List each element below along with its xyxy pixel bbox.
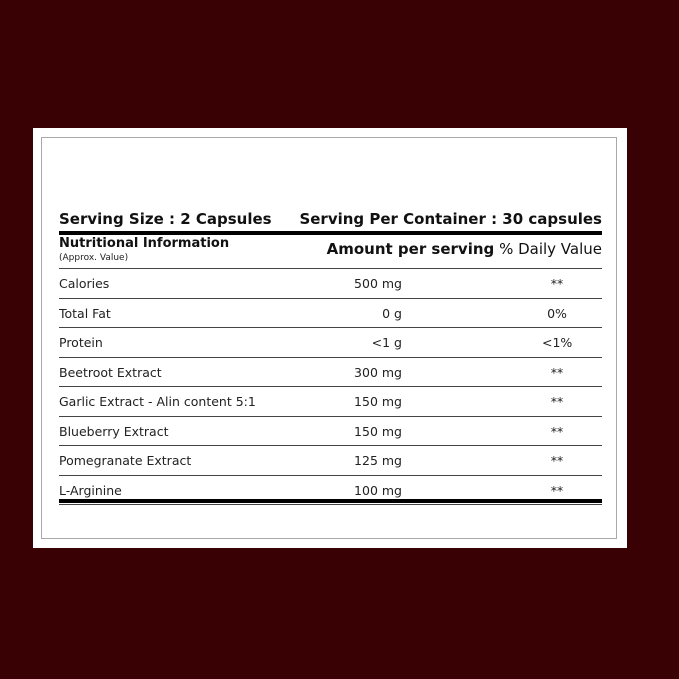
- nutrient-dv: 0%: [547, 305, 567, 321]
- nutrient-name: Protein: [59, 335, 103, 350]
- nutrient-amount: <1 g: [371, 335, 402, 350]
- nutrient-amount: 0 g: [382, 305, 402, 321]
- nutrient-dv: **: [550, 453, 564, 468]
- nutrient-table: [59, 268, 602, 505]
- nutrient-amount: 100 mg: [354, 482, 402, 498]
- nutrient-name: L-Arginine: [59, 482, 122, 498]
- nutrient-name: Pomegranate Extract: [59, 453, 192, 468]
- table-row: [59, 416, 602, 446]
- nutrient-dv: **: [550, 276, 564, 291]
- nutrition-header: [59, 236, 602, 268]
- amount-header: [327, 240, 602, 258]
- nutrient-dv: **: [550, 394, 564, 409]
- serving-size: Serving Size : 2 Capsules: [59, 210, 272, 228]
- servings-per-container: Serving Per Container : 30 capsules: [299, 210, 602, 228]
- table-row: [59, 298, 602, 328]
- nutrition-subtitle: (Approx. Value): [59, 253, 129, 263]
- nutrient-name: Blueberry Extract: [59, 423, 169, 439]
- nutrient-name: Garlic Extract - Alin content 5:1: [59, 394, 256, 409]
- top-divider: [59, 231, 602, 235]
- table-row: [59, 357, 602, 387]
- nutrient-name: Total Fat: [59, 305, 111, 321]
- table-row: [59, 327, 602, 357]
- nutrient-dv: <1%: [542, 335, 573, 350]
- amount-heading: Amount per serving: [326, 240, 495, 258]
- nutrient-name: Beetroot Extract: [59, 364, 162, 380]
- nutrient-amount: 125 mg: [354, 453, 402, 468]
- nutrient-amount: 150 mg: [354, 423, 402, 439]
- nutrient-amount: 150 mg: [354, 394, 402, 409]
- table-row: [59, 268, 602, 298]
- table-row: [59, 445, 602, 475]
- nutrient-amount: 500 mg: [354, 276, 402, 291]
- nutrient-amount: 300 mg: [354, 364, 402, 380]
- nutrient-dv: **: [550, 482, 564, 498]
- serving-header: [59, 210, 602, 228]
- label-frame: [41, 137, 617, 539]
- nutrition-title: Nutritional Information: [59, 236, 230, 251]
- table-row: [59, 386, 602, 416]
- label-card: [33, 128, 627, 548]
- nutrient-name: Calories: [59, 276, 110, 291]
- dv-heading: % Daily Value: [499, 240, 602, 258]
- bottom-divider: [59, 499, 602, 503]
- nutrient-dv: **: [550, 423, 564, 439]
- nutrient-dv: **: [550, 364, 564, 380]
